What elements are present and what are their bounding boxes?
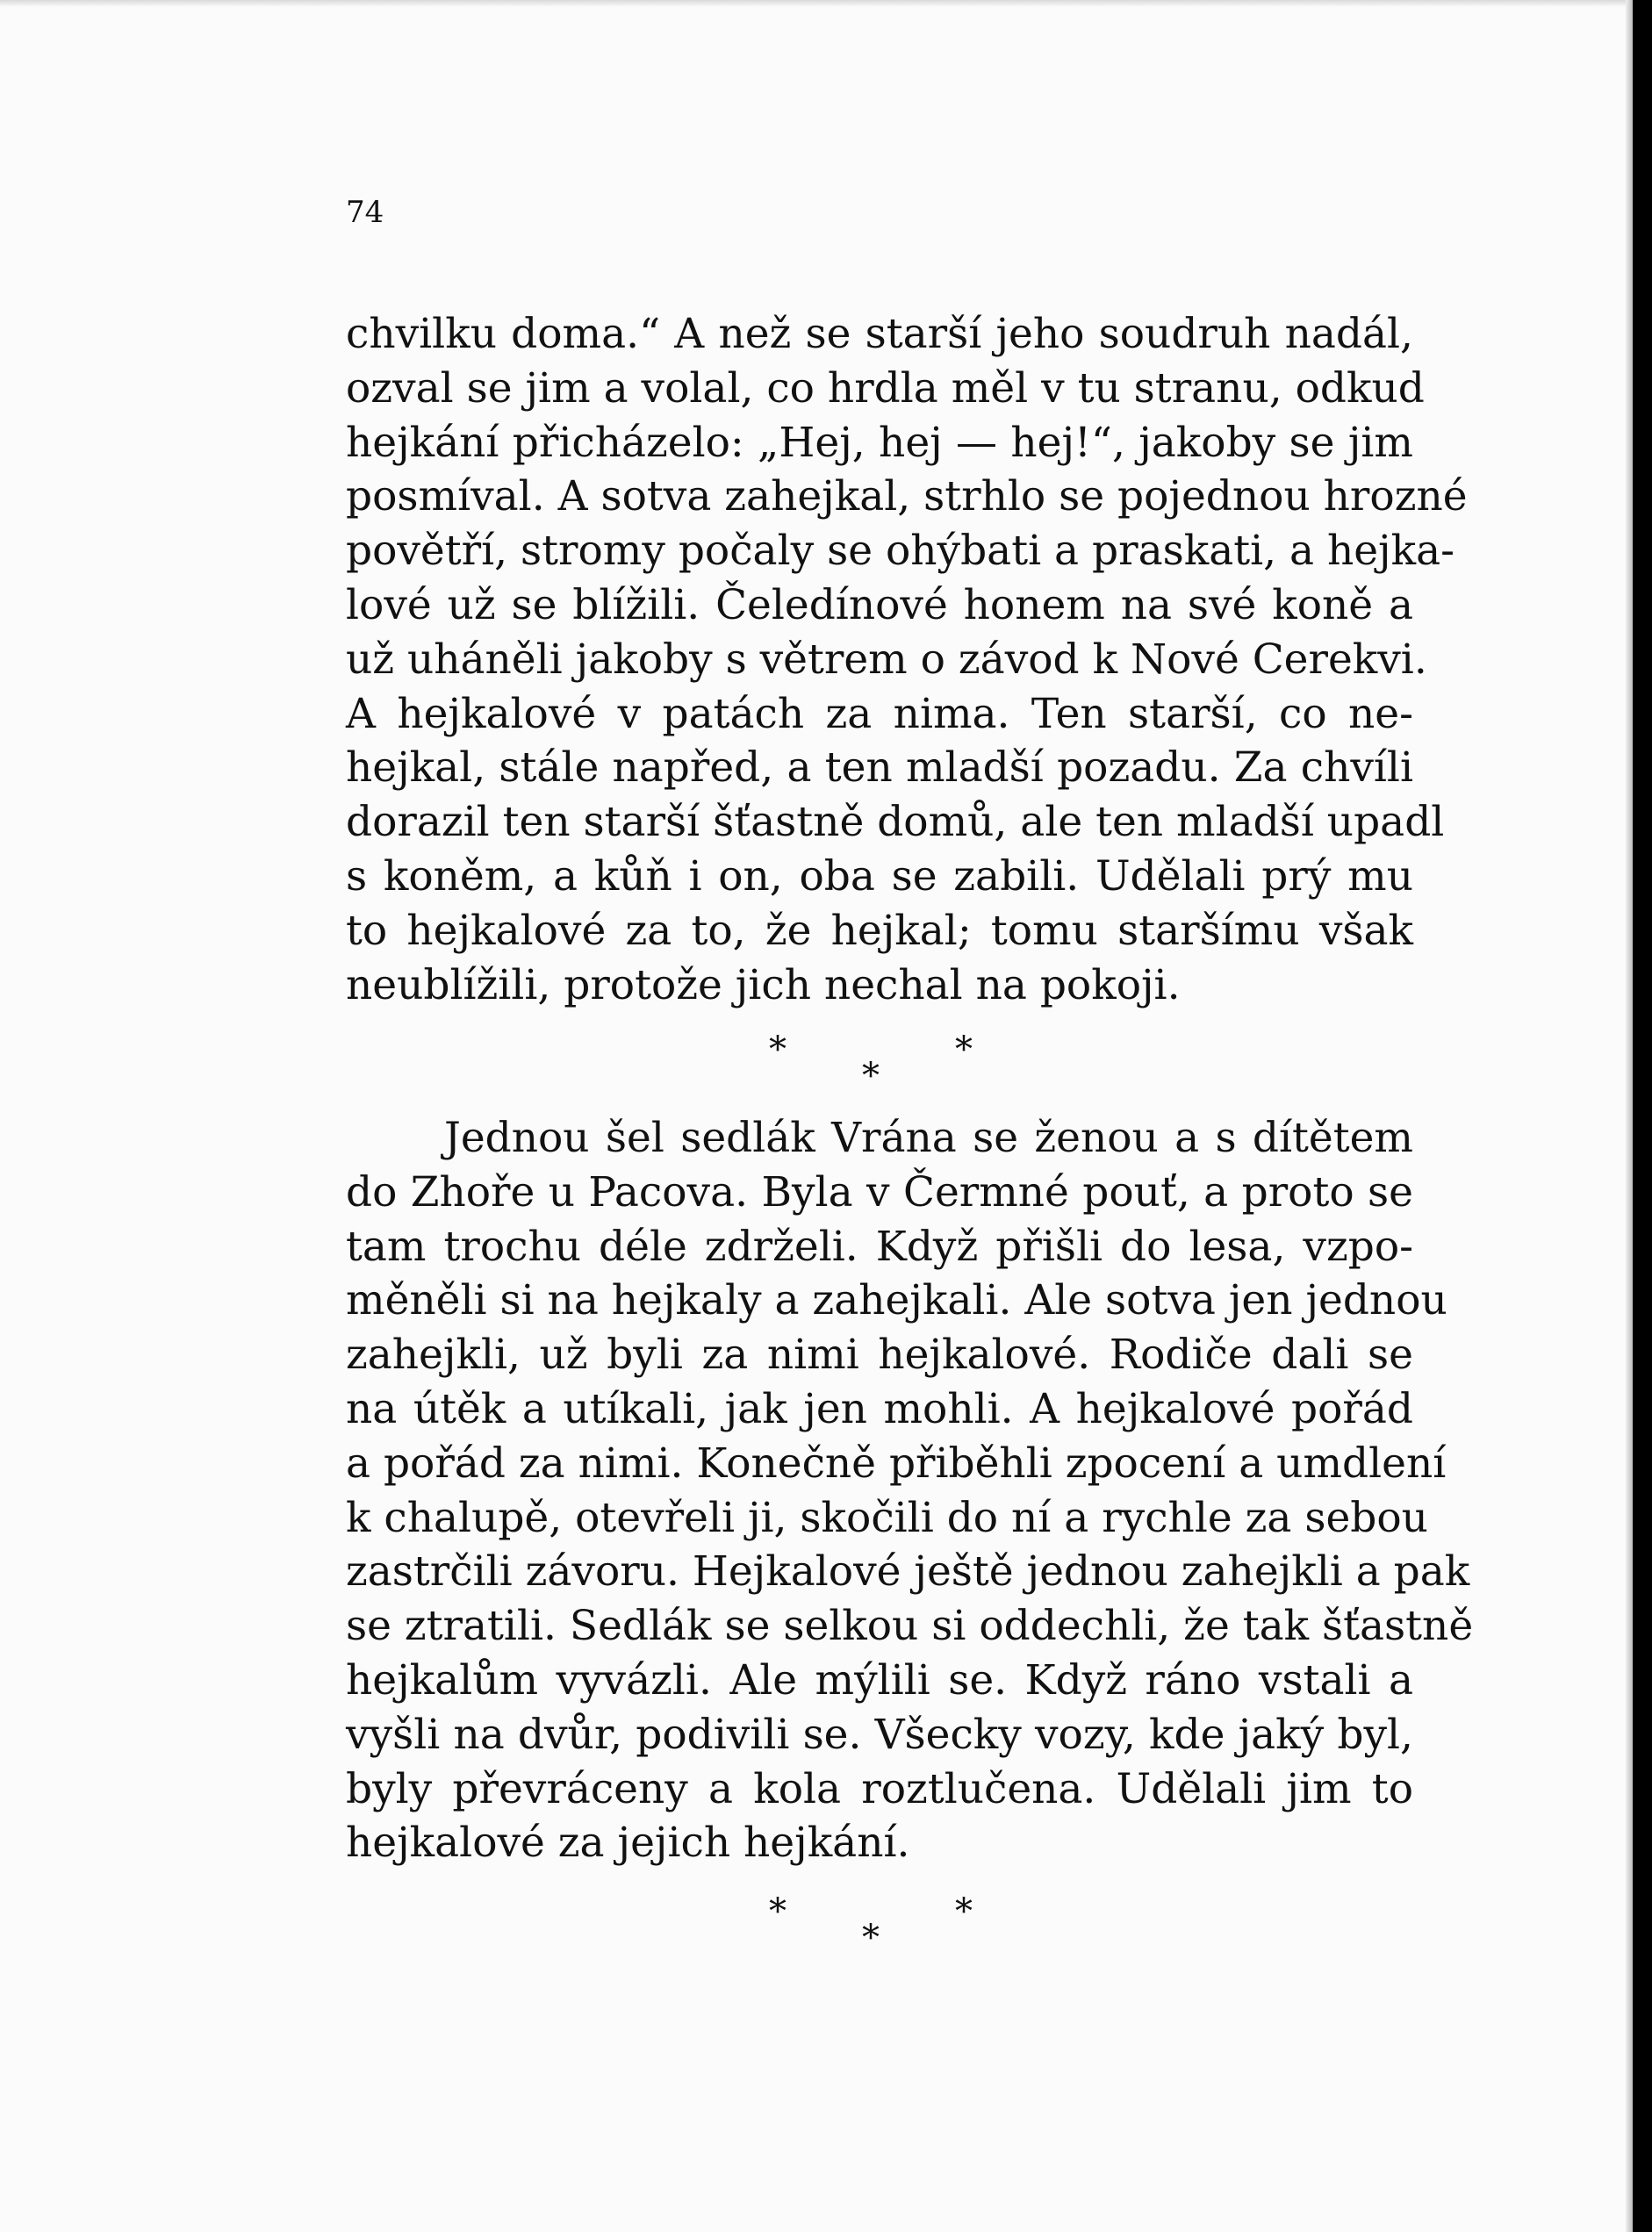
page-top-edge xyxy=(0,0,1652,7)
text-line: se ztratili. Sedlák se selkou si oddechli, že tak šťastně xyxy=(346,1602,1474,1651)
paragraph-2 xyxy=(346,1111,1474,1870)
section-separator xyxy=(769,1891,973,1964)
text-line: zastrčili závoru. Hejkalové ještě jednou zahejkli a pak xyxy=(346,1547,1470,1597)
text-line: hejkal, stále napřed, a ten mladší pozadu. Za chvíli xyxy=(346,743,1413,793)
text-line: už uháněli jakoby s větrem o závod k Nové Cerekvi. xyxy=(346,635,1427,684)
text-line: a pořád za nimi. Konečně přiběhli zpocení a umdlení xyxy=(346,1439,1447,1488)
text-line: hejkalové za jejich hejkání. xyxy=(346,1819,910,1868)
text-line: vyšli na dvůr, podivili se. Všecky vozy, kde jaký byl, xyxy=(346,1710,1413,1759)
text-line: byly převráceny a kola roztlučena. Udělali jim to xyxy=(346,1764,1413,1813)
text-line: s koněm, a kůň i on, oba se zabili. Udělali prý mu xyxy=(346,851,1413,901)
text-line: chvilku doma.“ A než se starší jeho soudruh nadál, xyxy=(346,310,1413,358)
asterisk-mark: * xyxy=(862,1918,880,1958)
text-line: do Zhoře u Pacova. Byla v Čermné pouť, a proto se xyxy=(346,1167,1413,1216)
text-line: posmíval. A sotva zahejkal, strhlo se pojednou hrozné xyxy=(346,472,1468,521)
asterisk-mark: * xyxy=(769,1891,786,1932)
text-line: dorazil ten starší šťastně domů, ale ten mladší upadl xyxy=(346,798,1445,847)
text-line: hejkalům vyvázli. Ale mýlili se. Když ráno vstali a xyxy=(346,1655,1413,1705)
text-line: tam trochu déle zdrželi. Když přišli do lesa, vzpo- xyxy=(346,1222,1413,1271)
text-line: k chalupě, otevřeli ji, skočili do ní a rychle za sebou xyxy=(346,1493,1428,1542)
text-line: povětří, stromy počaly se ohýbati a praskati, a hejka- xyxy=(346,527,1455,576)
text-line: zahejkli, už byli za nimi hejkalové. Rodiče dali se xyxy=(346,1331,1413,1380)
text-line: to hejkalové za to, že hejkal; tomu staršímu však xyxy=(346,906,1413,955)
text-line: lové už se blížili. Čeledínové honem na své koně a xyxy=(346,580,1413,629)
text-line: Jednou šel sedlák Vrána se ženou a s dítětem xyxy=(444,1114,1413,1162)
text-line: měněli si na hejkaly a zahejkali. Ale sotva jen jednou xyxy=(346,1276,1447,1325)
section-separator xyxy=(769,1030,973,1102)
text-line: neublížili, protože jich nechal na pokoji. xyxy=(346,960,1181,1009)
asterisk-mark: * xyxy=(955,1891,973,1932)
text-line: A hejkalové v patách za nima. Ten starší, co ne- xyxy=(346,689,1413,738)
asterisk-mark: * xyxy=(862,1056,880,1096)
text-line: na útěk a utíkali, jak jen mohli. A hejkalové pořád xyxy=(346,1384,1413,1433)
asterisk-mark: * xyxy=(769,1030,786,1070)
text-line: hejkání přicházelo: „Hej, hej — hej!“, jakoby se jim xyxy=(346,418,1413,467)
page-gutter-shadow xyxy=(1626,0,1633,2232)
asterisk-mark: * xyxy=(955,1030,973,1070)
page-binding-edge xyxy=(1633,0,1652,2232)
paragraph-1 xyxy=(346,307,1468,1012)
page-number: 74 xyxy=(346,195,384,230)
text-line: ozval se jim a volal, co hrdla měl v tu stranu, odkud xyxy=(346,363,1425,413)
